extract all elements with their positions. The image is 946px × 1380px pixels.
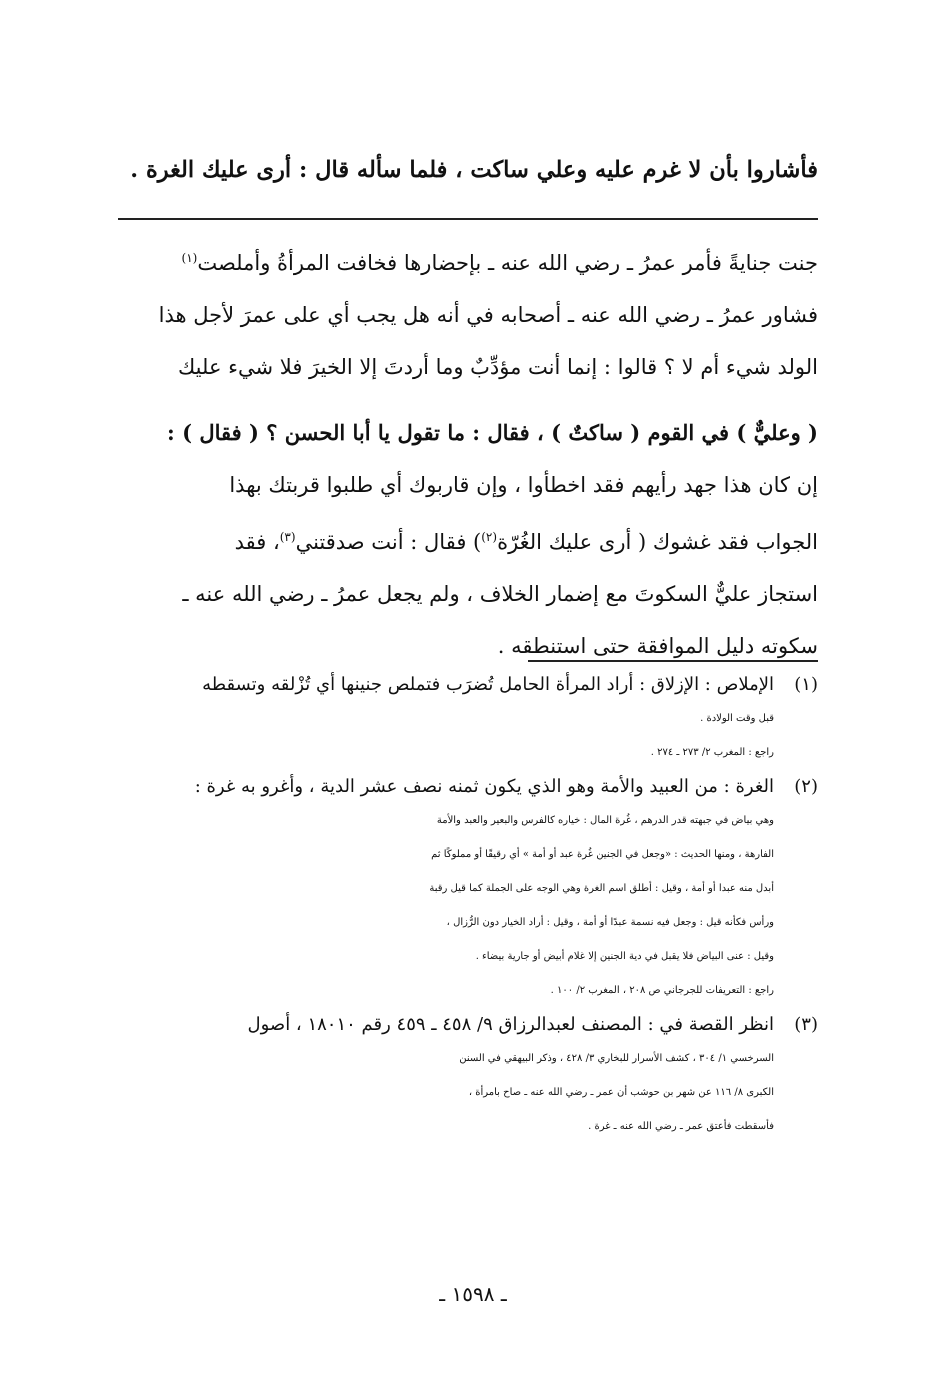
commentary-line-text: جنت جنايةً فأمر عمرُ ـ رضي الله عنه ـ بإحضارها فخافت المرأةُ وأملصت <box>197 251 818 275</box>
page-number: ـ ١٥٩٨ ـ <box>439 1282 507 1306</box>
footnote-line <box>118 668 818 702</box>
commentary-line: فشاور عمرُ ـ رضي الله عنه ـ أصحابه في أنه هل يجب أي على عمرَ لأجل هذا <box>158 303 818 327</box>
footnote-line: الكبرى ٨/ ١١٦ عن شهر بن حوشب أن عمر ـ رضي الله عنه ـ صاح بامرأة ، <box>468 1087 774 1098</box>
footnote-text: انظر القصة في : المصنف لعبدالرزاق ٩/ ٤٥٨ ـ ٤٥٩ رقم ١٨٠١٠ ، أصول <box>247 1014 774 1035</box>
commentary-line <box>118 511 818 568</box>
footnote-reference: (١) <box>181 251 198 265</box>
commentary-line: إن كان هذا جهد رأيهم فقد اخطأوا ، وإن قاربوك أي طلبوا قربتك بهذا <box>229 473 818 497</box>
commentary-text <box>118 232 818 672</box>
commentary-line: استجاز عليٌّ السكوتَ مع إضمار الخلاف ، ولم يجعل عمرُ ـ رضي الله عنه ـ <box>182 582 818 606</box>
footnote-line: راجع : المغرب ٢/ ٢٧٣ ـ ٢٧٤ . <box>650 747 774 758</box>
header-divider <box>118 218 818 220</box>
commentary-line: ( وعليٌّ ) في القوم ( ساكتٌ ) ، فقال : ما تقول يا أبا الحسن ؟ ( فقال ) : <box>167 420 818 445</box>
footnote-line: وقيل : عنى البياض فلا يقبل في دية الجنين إلا غلام أبيض أو جارية بيضاء . <box>475 951 774 962</box>
footnote-reference: (٣) <box>279 530 296 544</box>
footnote-number: (١) <box>794 674 818 695</box>
footnote-line: السرخسي ١/ ٣٠٤ ، كشف الأسرار للبخاري ٣/ ٤٢٨ ، وذكر البيهقي في السنن <box>459 1053 774 1064</box>
footnote-number: (٢) <box>794 776 818 797</box>
footnote-number: (٣) <box>794 1014 818 1035</box>
footnote-text: الغرة : من العبيد والأمة وهو الذي يكون ثمنه نصف عشر الدية ، وأغرو به غرة : <box>194 776 774 797</box>
commentary-line <box>118 232 818 289</box>
footnote-line: قبل وقت الولادة . <box>700 713 774 724</box>
commentary-line-text: الجواب فقد غشوك ( أرى عليك الغُرّة <box>497 530 818 554</box>
commentary-line-text: ، فقد <box>234 530 280 554</box>
paragraph-gap <box>118 393 818 407</box>
footnotes-section <box>118 668 818 1144</box>
commentary-line-text: ) فقال : أنت صدقتني <box>295 530 482 554</box>
footnote-text: الإملاص : الإزلاق : أراد المرأة الحامل تُضرَب فتملص جنينها أي تُزْلقه وتسقطه <box>202 674 774 695</box>
footnote-line <box>118 770 818 804</box>
footnote-reference: (٢) <box>481 530 498 544</box>
commentary-line: الولد شيء أم لا ؟ قالوا : إنما أنت مؤدِّبٌ وما أردتَ إلا الخيرَ فلا شيء عليك <box>177 355 818 379</box>
footnote-line <box>118 1008 818 1042</box>
footnote-line: راجع : التعريفات للجرجاني ص ٢٠٨ ، المغرب ٢/ ١٠٠ . <box>550 985 774 996</box>
commentary-line: سكوته دليل الموافقة حتى استنطقه . <box>497 634 818 658</box>
footnote-line: الفارهة ، ومنها الحديث : «وجعل في الجنين غُرة عبد أو أمة » أي رقيقًا أو مملوكًا ثم <box>431 849 774 860</box>
footnote-line: أبدل منه عبدا أو أمة ، وقيل : أطلق اسم الغرة وهي الوجه على الجملة كما قيل رقبة <box>429 883 774 894</box>
footnote-divider <box>528 660 818 662</box>
footnote-line: فأسقطت فأعتق عمر ـ رضي الله عنه ـ غرة . <box>588 1121 774 1132</box>
footnote-line: وهي بياض في جبهته قدر الدرهم ، غُرة المال : خياره كالفرس والبعير والعبد والأمة <box>436 815 774 826</box>
footnote-line: ورأس فكأنه قيل : وجعل فيه نسمة عبدًا أو أمة ، وقيل : أراد الخيار دون الرُّزال ، <box>446 917 774 928</box>
header-text-line: فأشاروا بأن لا غرم عليه وعلي ساكت ، فلما سأله قال : أرى عليك الغرة . <box>130 157 818 183</box>
